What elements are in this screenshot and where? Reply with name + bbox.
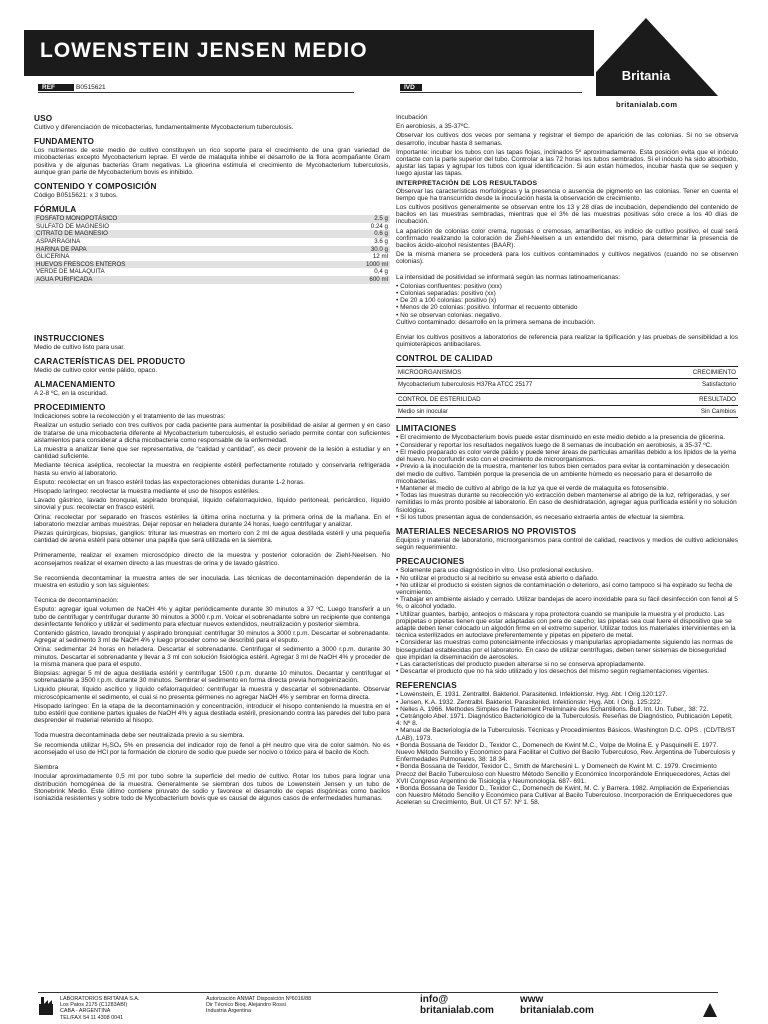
table-header-row: CONTROL DE ESTERILIDAD RESULTADO <box>396 394 738 406</box>
reference-item: • Nelles A. 1966. Methodes Simples de Traitement Preliminaire des Echantillons. Bull. Int. Un. Tuber., 38: 72. <box>396 705 709 713</box>
right-column <box>396 114 738 807</box>
left-column <box>34 114 390 804</box>
paragraph: Primeramente, realizar el examen microscópico directo de la muestra y posterior coloración de Ziehl-Neelsen. No aconsejamos realizar el examen directo a las muestras de orina y de lavado gástrico. <box>34 552 390 567</box>
list-item: • El medio preparado es color verde pálido y puede tener áreas de partículas amarillas debido a los lípidos de la yema del huevo. No confundir esto con el crecimiento de microorganismos. <box>396 448 737 464</box>
section-heading: FUNDAMENTO <box>34 137 95 147</box>
section-heading: CARACTERÍSTICAS DEL PRODUCTO <box>34 356 186 366</box>
section-heading: CONTENIDO Y COMPOSICIÓN <box>34 182 157 192</box>
lab-address: LABORATORIOS BRITANIA S.A. Los Patos 2175 (C1283ABI) CABA - ARGENTINA TEL/FAX 54 11 4308 0041 <box>60 996 140 1021</box>
list-item: • Colonias confluentes: positivo (xxx) <box>396 282 502 290</box>
reference-item: • Manual de Bacteriología de la Tuberculosis. Técnicas y Procedimientos Básicos. Washington D.C. OPS . (CD/TB/ST /LAB), 1973. <box>396 727 736 742</box>
section-heading: REFERENCIAS <box>396 681 457 691</box>
paragraph: En aerobiosis, a 35-37ºC. <box>396 123 470 131</box>
paragraph: Observar los cultivos dos veces por semana y registrar el tiempo de aparición de las colonias. Si no se observa desarrollo, incubar hasta 8 semanas. <box>396 132 738 147</box>
paragraph: Piezas quirúrgicas, biopsias, ganglios: triturar las muestras en mortero con 2 ml de agua destilada estéril y una pequeña cantidad de arena estéril para obtener una papilla que será utilizada en la siembra. <box>34 530 390 545</box>
ref-underline <box>38 92 354 93</box>
formula-row: HUEVOS FRESCOS ENTEROS 1000 ml <box>36 260 388 268</box>
formula-row: ASPARRAGINA 3.6 g <box>36 238 388 245</box>
formula-row: VERDE DE MALAQUITA 0,4 g <box>36 268 388 276</box>
document-title: LOWENSTEIN JENSEN MEDIO <box>40 39 368 62</box>
paragraph: Cultivo contaminado: desarrollo en la primera semana de incubación. <box>396 318 596 326</box>
paragraph: Biopsias: agregar 5 ml de agua destilada estéril y centrifugar 1500 r.p.m. durante 10 minutos. Decantar y centrifugar el sobrenadante a 3500 r.p.m. durante 30 minutos. Sembrar el sedimento en forma directa previa homogeinización. <box>34 670 390 685</box>
section-heading: INTERPRETACIÓN DE LOS RESULTADOS <box>396 179 538 187</box>
paragraph: Se recomienda decontaminar la muestra antes de ser inoculada. Las técnicas de decontaminación dependerán de la muestra en estudio y son las siguientes: <box>34 574 390 590</box>
list-item: • Si los tubos presentan agua de condensación, es necesario extraerla antes de efectuar la siembra. <box>396 513 685 521</box>
reference-item: • Jensen, K.A. 1932. Zentralbl. Bakteriol. Parasitenkd. Infektionskr. Hyg. Abt. I Orig. 125:222. <box>396 698 663 706</box>
paragraph: Medio de cultivo color verde pálido, opaco. <box>34 366 158 374</box>
list-item: • Considerar y reportar los resultados negativos luego de 8 semanas de incubación en aerobiosis, a 35-37 ºC. <box>396 441 713 449</box>
ref-number: B0515621 <box>76 84 106 91</box>
section-heading: ALMACENAMIENTO <box>34 379 116 389</box>
list-item: • Mantener el medio de cultivo al abrigo de la luz ya que el verde de malaquita es fotosensible. <box>396 484 669 492</box>
contact-email[interactable]: info@ britanialab.com <box>420 994 494 1016</box>
reference-item: • Bonda Bossana de Texidor D., Texidor C., Domenech de Kwint, M. C. y Barrera. 1982. Ampliación de Experiencias con Nuestro Método Sencillo y Económico para Cultivar al Bacilo Tuberculoso. Incorporación de Enriquecedores que Aceleran su Crecimiento, Bull. UI CT 57: Nº 1. 58. <box>396 785 733 807</box>
paragraph: Código B0515621: x 3 tubos. <box>34 192 118 200</box>
paragraph: Hisopado laríngeo: En la etapa de la decontaminación y concentración, introducir el hisopo conteniendo la muestra en el tubo estéril que contiene partes iguales de NaOH 4% y agua destilada estéril, presionando contra las paredes del tubo para desprender el material retenido al hisopo. <box>34 702 390 725</box>
paragraph: Inocular aproximadamente 0,5 ml por tubo sobre la superficie del medio de cultivo. Rotar los tubos para lograr una distribución homogénea de la muestra. Generalmente se siembran dos tubos de Lowenstein Jensen y un tubo de Stonebrink Medio. Este último contiene piruvato de sodio y favorece el desarrollo de cepas disgónicas como bacilos isoniazida resistentes y sobre todo de Mycobacterium bovis que es causal de algunos casos de enfermedades humanas. <box>34 773 390 802</box>
list-item: • Colonias separadas: positivo (xx) <box>396 290 496 298</box>
formula-row: GLICERINA 12 ml <box>36 253 388 261</box>
paragraph: Se recomienda utilizar H₂SO₄ 5% en presencia del indicador rojo de fenol a pH neutro que vira de color salmón. No es aconsejado el uso de HCl por la formación de cloruro de sodio que puede ser nocivo o tóxico para el bacilo de Koch. <box>34 741 390 756</box>
paragraph: Enviar los cultivos positivos a laboratorios de referencia para realizar la tipificación y las pruebas de sensibilidad a los quimioterápicos antibacilares. <box>396 334 738 349</box>
list-item: • No se observan colonias: negativo. <box>396 311 502 319</box>
formula-table <box>34 215 390 283</box>
list-item: • Menos de 20 colonias: positivo. Informar el recuento obtenido <box>396 304 578 312</box>
paragraph: Indicaciones sobre la recolección y el tratamiento de las muestras: <box>34 413 226 421</box>
factory-icon <box>38 994 54 1016</box>
footer-divider <box>38 992 718 993</box>
formula-row: FOSFATO MONOPOTÁSICO 2.5 g <box>36 215 388 223</box>
list-item: • Las características del producto pueden alterarse si no se conserva apropiadamente. <box>396 660 646 668</box>
section-heading: PRECAUCIONES <box>396 557 465 567</box>
formula-row: CITRATO DE MAGNESIO 0.6 g <box>36 230 388 238</box>
paragraph: Medio de cultivo listo para usar. <box>34 343 126 351</box>
paragraph: Orina: sedimentar 24 horas en heladera. Descartar el sobrenadante. Centrifugar el sedimento a 3000 r.p.m. durante 30 minutos. Descartar el sobrenadante y llevar a 3 ml con solución fisiológica estéril. Agregar 3 ml de NaOH 4% y proceder de la misma manera que para el esputo. <box>34 646 390 668</box>
paragraph: Esputo: agregar igual volumen de NaOH 4% y agitar periódicamente durante 30 minutos a 37 ºC. Luego transferir a un tubo de centrifugar y centrifugar durante 30 minutos a 3000 r.p.m. Volcar el sobrenadante sobre un recipiente que contenga desinfectante fenólico y utilizar el sedimento para efectuar nuevos extendidos, neutralización y posterior siembra. <box>34 606 390 628</box>
table-row: Medio sin inocular Sin Cambios <box>396 406 738 418</box>
paragraph: Siembra <box>34 764 59 772</box>
authorization-info: Autorización ANMAT Disposición Nº6016/88 Dir Técnico Bioq. Alejandro Rossi Industria Argentina <box>206 996 312 1015</box>
paragraph: Líquido pleural, líquido ascítico y líquido cefalorraquídeo: centrifugar la muestra y descartar el sobrenadante. Observar microscópicamente el sedimento, el cual si no presenta gérmenes no agregar NaOH 4% y sembrar en forma directa. <box>34 686 390 701</box>
list-item: • El crecimiento de Mycobacterium bovis puede estar disminuido en este medio debido a la presencia de glicerina. <box>396 434 725 442</box>
paragraph: De la misma manera se procederá para los cultivos contaminados y cultivos negativos (cuando no se observen colonias). <box>396 251 738 266</box>
formula-row: HARINA DE PAPA 30.0 g <box>36 245 388 253</box>
paragraph: Orina: recolectar por separado en frascos estériles la última orina nocturna y la primera orina de la mañana. En el laboratorio mezclar ambas muestras. Dejar reposar en heladera durante 24 horas, luego centrifugar y analizar. <box>34 513 390 528</box>
paragraph: Los cultivos positivos generalmente se observan entre los 13 y 28 días de incubación, dependiendo del contenido de bacilos en las muestras sembradas, mientras que el 3% de las muestras positivas sólo crece a los 40 días de incubación. <box>396 204 738 226</box>
paragraph: Esputo: recolectar en un frasco estéril todas las expectoraciones obtenidas durante 1-2 horas. <box>34 478 305 486</box>
list-item: • Todas las muestras durante su recolección y/o extracción deben mantenerse al abrigo de la luz, refrigeradas, y ser remitidas lo más pronto posible al laboratorio. En caso de deshidratación, agregar agua purificada estéril y no solución fisiológica. <box>396 492 737 514</box>
reference-item: • Lowenstein, E. 1931. Zentrallbl. Bakteriol. Parasitenkd. Infektionskr. Hyg. Abt. I Orig.120:127. <box>396 691 668 699</box>
table-row: Mycobacterium tuberculosis H37Ra ATCC 25177 Satisfactorio <box>398 381 736 389</box>
list-item: • No utilizar el producto si existen signos de contaminación o deterioro, así como tampoco si ha expirado su fecha de vencimiento. <box>396 581 733 596</box>
paragraph: Importante: incubar los tubos con las tapas flojas, inclinados 5º aproximadamente. Esta posición evita que el inóculo contacte con la parte superior del tubo. Controlar a las 72 horas los tubos sembrados. Si el inóculo ha sido absorbido, ajustar las tapas y agrupar los tubos con igual identificación. Si aún están húmedos, incubar hasta que se sequen y luego ajustar las tapas. <box>396 148 738 178</box>
subheading: Incubación <box>396 114 428 121</box>
paragraph: La intensidad de positividad se informará según las normas latinoamericanas: <box>396 273 621 281</box>
reference-item: • Bonda Bossana de Texidor, Texidor C., Smith de Marchesini L. y Domenech de Kwint M. C. 1979. Crecimiento Precoz del Bacilo Tuberculoso con Nuestro Método Sencillo y Económico Incorporándole Enriquecedores, Actas del XVII Congreso Argentino de Tisiología y Neumonología. 687- 691. <box>396 763 730 785</box>
section-heading: CONTROL DE CALIDAD <box>396 354 493 364</box>
table-header-row: MICROORGANISMOS CRECIMIENTO <box>396 367 738 379</box>
britania-logo <box>596 16 720 104</box>
section-heading: FÓRMULA <box>34 205 77 215</box>
paragraph: Equipos y material de laboratorio, microorganismos para control de calidad, reactivos y medios de cultivo adicionales según requerimiento. <box>396 536 738 552</box>
paragraph: Contenido gástrico, lavado bronquial y aspirado bronquial: centrifugar 30 minutos a 3000 r.p.m. Descartar el sobrenadante. Agregar al sedimento 3 ml de NaOH 4% y luego proceder como se describió para el esputo. <box>34 630 390 645</box>
list-item: • Descartar el producto que no ha sido utilizado y los desechos del mismo según reglamentaciones vigentes. <box>396 668 710 676</box>
brand-text: Britania <box>621 68 671 83</box>
list-item: • De 20 a 100 colonias: positivo (x) <box>396 297 497 305</box>
list-item: • Solamente para uso diagnóstico in vitro. Uso profesional exclusivo. <box>396 567 594 575</box>
formula-row: AGUA PURIFICADA 600 ml <box>36 275 388 283</box>
list-item: • Previo a la inoculación de la muestra, mantener los tubos bien cerrados para evitar la contaminación y desecación del medio de cultivo. También porque la presencia de un ambiente húmedo es necesario para el desarrollo de micobacterias. <box>396 463 730 485</box>
list-item: • Trabajar en ambiente aislado y cerrado. Utilizar bandejas de acero inoxidable para su fácil desinfección con fenol al 5 %, o alcohol yodado. <box>396 596 738 611</box>
ref-label: REF <box>38 84 74 91</box>
website-link[interactable]: www britanialab.com <box>520 994 594 1016</box>
list-item: • Utilizar guantes, barbijo, anteojos o máscara y ropa protectora cuando se manipule la muestra y el producto. Las propipetas o pipetas tienen que estar adaptadas con pera de caucho; las pipetas sea cual fuere el dispositivo que se adapte deben tener colocado un algodón firme en el extremo superior. Utilizar todos los materiales intervinientes en la técnica esterilizados en autoclave preferentemente y pipetas en pipetero de metal. <box>396 610 736 640</box>
paragraph: Toda muestra decontaminada debe ser neutralizada previo a su siembra. <box>34 732 245 740</box>
formula-row: SULFATO DE MAGNESIO 0.24 g <box>36 222 388 230</box>
section-heading: MATERIALES NECESARIOS NO PROVISTOS <box>396 526 577 536</box>
reference-item: • Bonda Bossana de Texidor D., Texidor C., Domenech de Kwint M.C., Volpe de Molina E. y Pasquinelli E. 1977. Nuevo Método Sencillo y Económico para Facilitar el Cultivo del Bacilo Tuberculoso, Rev. Argentina de Tuberculosis y Enfermedades Pulmonares, 38: 18 34. <box>396 741 736 764</box>
paragraph: La aparición de colonias color crema, rugosas o cremosas, amarillentas, es indicio de cultivo positivo, el cual será confirmado realizando la coloración de Ziehl-Neelsen a un extendido del mismo, para determinar la presencia de bacilos ácido-alcohol resistentes (BAAR). <box>396 227 738 250</box>
brand-url: britanialab.com <box>616 100 678 109</box>
paragraph: Los nutrientes de este medio de cultivo constituyen un rico soporte para el crecimiento de una gran variedad de micobacterias excepto Mycobacterium leprae. El verde de malaquita inhibe el desarrollo de la flora acompañante Gram positiva y de algunas bacterias Gram negativas. La glicerina estimula el crecimiento de Mycobacterium tuberculosis, aunque gran parte de Mycobacterium bovis es inhibido. <box>34 147 390 176</box>
paragraph: A 2-8 ºC, en la oscuridad. <box>34 389 108 397</box>
ivd-underline <box>400 92 582 93</box>
paragraph: Lavado gástrico, lavado bronquial, aspirado bronquial, líquido cefalorraquídeo, líquido peritoneal, pericárdico, líquido sinovial y pus: recolectar en frasco estéril. <box>34 497 390 512</box>
paragraph: Hisopado laríngeo: recolectar la muestra mediante el uso de hisopos estériles. <box>34 488 260 495</box>
quality-control-table <box>396 366 738 418</box>
paragraph: Técnica de decontaminación: <box>34 597 119 605</box>
brand-triangle-icon <box>702 1002 718 1018</box>
section-heading: USO <box>34 114 53 123</box>
list-item: • Considerar las muestras como potencialmente infecciosas y manipularlas apropiadamente siguiendo las normas de bioseguridad establecidas por el laboratorio. En caso de utilizar centrífugas, deben tener sistemas de bioseguridad que impidan la diseminación de aerosoles. <box>396 639 733 661</box>
list-item: • No utilizar el producto si al recibirlo su envase está abierto o dañado. <box>396 574 599 582</box>
section-heading: INSTRUCCIONES <box>34 333 105 343</box>
reference-item: • Cetrángolo Abel. 1971. Diagnóstico Bacteriológico de la Tuberculosis. Reseñas de Diagnóstico, Publicación Lepetit, 4: Nº 8. <box>396 712 733 728</box>
section-heading: LIMITACIONES <box>396 424 457 434</box>
paragraph: Mediante técnica aséptica, recolectar la muestra en recipiente estéril perfectamente rotulado y conservarla refrigerada hasta su envío al laboratorio. <box>34 462 390 477</box>
paragraph: Observar las características morfológicas y la presencia o ausencia de pigmento en las colonias. Tener en cuenta el tiempo que ha transcurrido desde la inoculación hasta la observación de crecimiento. <box>396 187 738 202</box>
paragraph: Cultivo y diferenciación de micobacterias, fundamentalmente Mycobacterium tuberculosis. <box>34 124 294 131</box>
paragraph: La muestra a analizar tiene que ser representativa, de “calidad y cantidad”, es decir provenir de la lesión a estudiar y en cantidad suficiente. <box>34 445 390 461</box>
ivd-label: IVD <box>400 84 422 91</box>
paragraph: Realizar un estudio seriado con tres cultivos por cada paciente para aumentar la posibilidad de aislar al germen y en caso de tratarse de una micobacteria diferente al Mycobacterium tuberculosis, el estudio seriado permite contar con suficientes aislamientos para considerar a dicha micobacteria como responsable de la enfermedad. <box>34 422 390 444</box>
section-heading: PROCEDIMIENTO <box>34 403 106 413</box>
